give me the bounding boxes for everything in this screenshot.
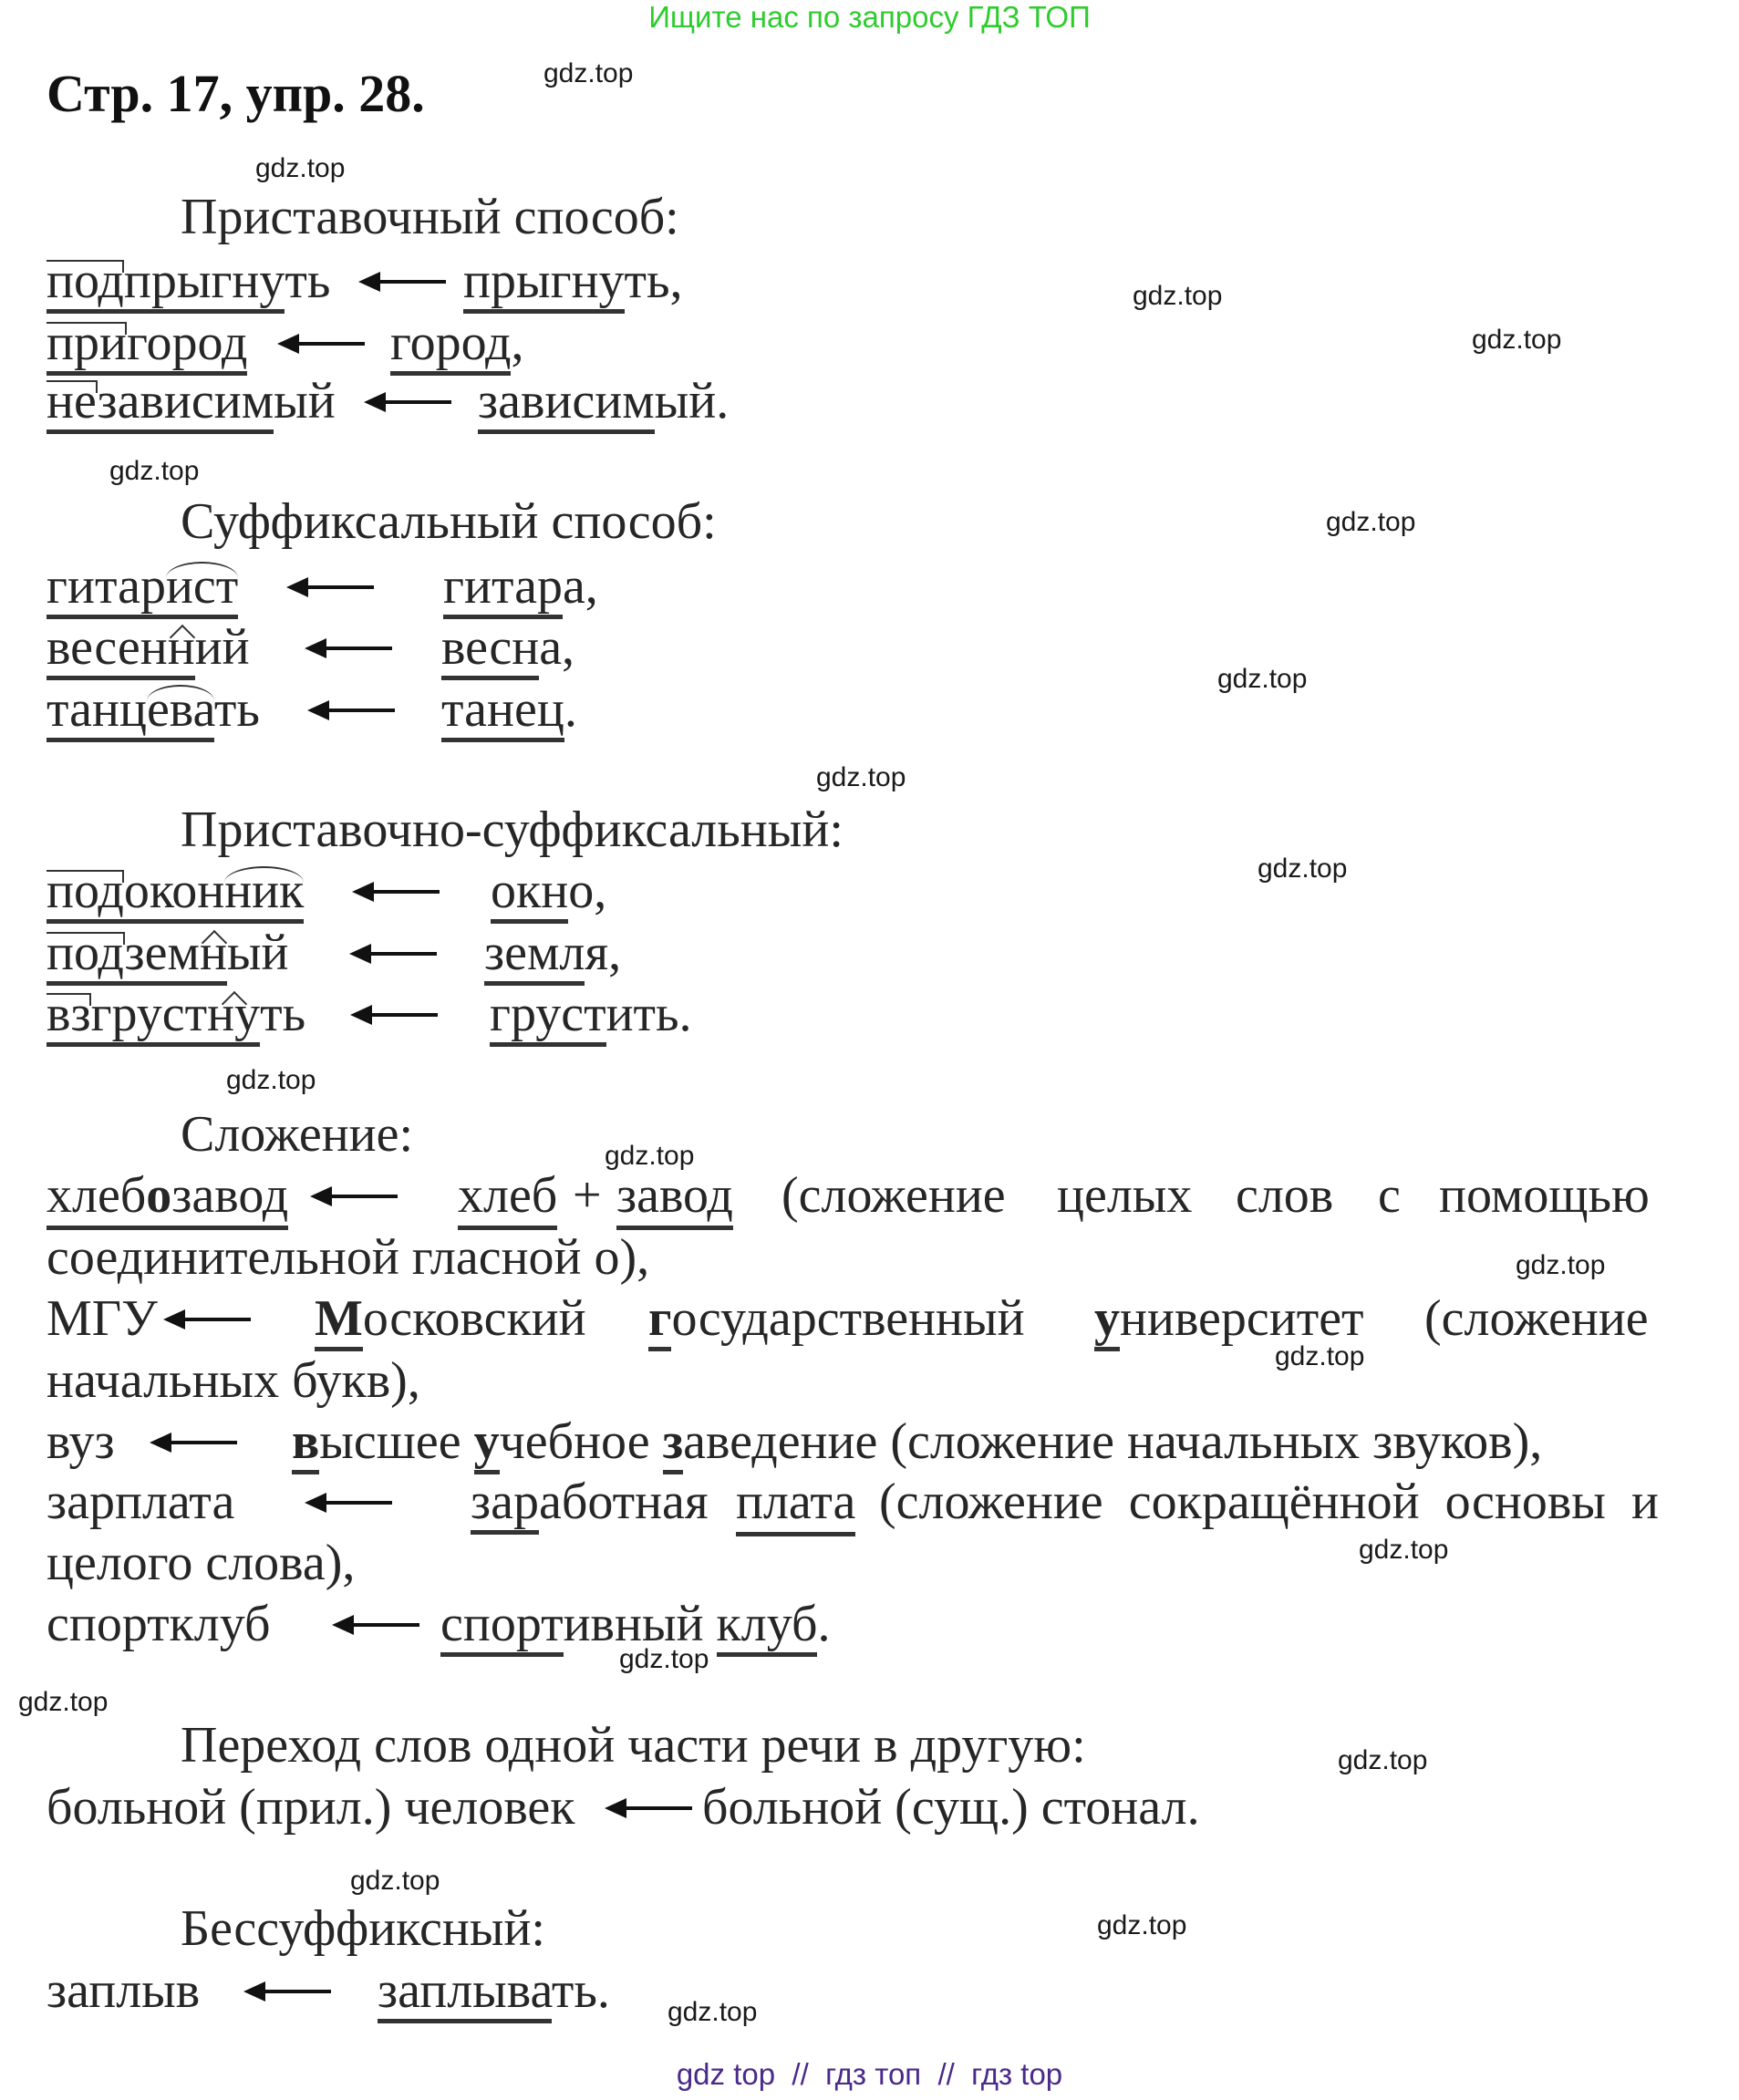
example-row [0, 1594, 1739, 1654]
left-arrow-icon [305, 1472, 392, 1532]
left-arrow-icon [305, 617, 392, 678]
derived-word: МГУ [47, 1290, 158, 1347]
base-part: земл [484, 925, 585, 986]
left-arrow-icon [286, 556, 374, 616]
example-row [0, 923, 1739, 983]
derived-word: спортклуб [47, 1596, 271, 1652]
root-part: зем [124, 925, 200, 981]
example-row [0, 556, 1739, 616]
note-text: соединительной гласной о), [47, 1229, 650, 1286]
note-word: слов [1236, 1167, 1334, 1224]
suffix-part: н [199, 925, 227, 981]
ending-part: ый [226, 925, 289, 981]
ending-part: ий [194, 619, 250, 676]
derived-word [47, 984, 305, 1044]
derived-word [47, 371, 336, 431]
note-word: (сложение [1424, 1290, 1649, 1347]
suffix-part: н [167, 619, 195, 676]
section-heading-compound [0, 1104, 1739, 1164]
derived-word: вуз [47, 1413, 115, 1470]
connecting-vowel: о [146, 1167, 172, 1224]
left-arrow-icon [349, 923, 437, 983]
ending-part: ть [260, 986, 306, 1042]
search-banner[interactable]: Ищите нас по запросу ГДЗ ТОП [648, 0, 1091, 34]
base-part: город [126, 315, 248, 371]
heading-text: Суффиксальный способ: [181, 493, 717, 550]
ending-part: я, [585, 925, 622, 981]
left-arrow-icon [307, 679, 395, 740]
example-row [0, 1472, 1739, 1532]
word-rest: ысшее [319, 1413, 474, 1470]
source-word [441, 679, 577, 740]
watermark: gdz.top [1472, 325, 1562, 355]
base-part: прыгну [123, 253, 285, 309]
watermark: gdz.top [605, 1141, 695, 1171]
note-text: начальных букв), [47, 1352, 420, 1409]
note-word: целых [1057, 1167, 1193, 1224]
ending-part: ый. [654, 373, 730, 429]
base-part: окн [491, 863, 568, 924]
watermark: gdz.top [255, 153, 346, 183]
suffix-part: ник [224, 863, 305, 919]
derived-word [47, 1165, 288, 1230]
source-word [484, 923, 621, 983]
plus-sign: + [573, 1167, 602, 1224]
initial-letter: М [315, 1290, 363, 1351]
left-arrow-icon [310, 1165, 398, 1226]
source-word [390, 313, 523, 373]
section-heading-nonsuffix [0, 1898, 1739, 1959]
left-arrow-icon [364, 371, 451, 431]
prefix-part: при [47, 315, 127, 371]
prefix-part: вз [47, 986, 91, 1042]
heading-text: Бессуффиксный: [181, 1900, 545, 1957]
suffix-part: ева [146, 681, 214, 738]
derived-word [47, 617, 250, 678]
source-word [478, 371, 729, 431]
prefix-part: под [47, 863, 124, 919]
watermark: gdz.top [1097, 1910, 1187, 1940]
derived-word [47, 313, 247, 373]
section-heading-prefix-suffix [0, 800, 1739, 860]
base-part: весн [441, 619, 539, 680]
base-part: город [390, 315, 511, 376]
initial-letter: у [1094, 1290, 1120, 1351]
watermark: gdz.top [668, 1997, 758, 2027]
left-arrow-icon [243, 1960, 331, 2021]
note-word: с [1378, 1167, 1401, 1224]
root-part: хлеб [47, 1167, 147, 1224]
prefix-part: под [47, 253, 124, 309]
derived-word: заплыв [47, 1962, 201, 2019]
base-part: прыгну [463, 253, 625, 314]
word-rest: аведение (сложение начальных звуков), [683, 1413, 1543, 1470]
source-word: клуб [717, 1596, 818, 1657]
left-arrow-icon [358, 251, 446, 311]
heading-text: Приставочный способ: [181, 189, 679, 245]
ending-part: ить. [606, 986, 692, 1042]
root-part: танц [47, 681, 147, 738]
word-rest: аботная [538, 1474, 709, 1530]
watermark: gdz.top [619, 1644, 709, 1674]
suffix-part: ист [165, 558, 239, 615]
ending-part: ть [213, 681, 260, 738]
text-line [0, 1227, 1739, 1288]
punct: , [511, 315, 524, 371]
suffix-part: ну [207, 986, 261, 1042]
source-word [441, 617, 574, 678]
source-word: хлеб [458, 1165, 557, 1230]
section-heading-conversion [0, 1715, 1739, 1775]
ending-part: ть. [551, 1962, 610, 2019]
watermark: gdz.top [1338, 1745, 1428, 1775]
root-part: окон [123, 863, 225, 919]
watermark: gdz.top [543, 58, 634, 88]
initial-letter: г [648, 1290, 671, 1351]
initial-letter: у [474, 1413, 500, 1474]
root-part: завод [171, 1167, 289, 1224]
ending-part: о, [568, 863, 607, 919]
example-row [0, 1165, 1739, 1226]
heading-text: Приставочно-суффиксальный: [181, 802, 844, 858]
source-word: завод [616, 1165, 733, 1230]
base-part: гитар [443, 558, 563, 619]
section-heading-prefix [0, 187, 1739, 247]
prefix-part: под [47, 925, 125, 981]
example-row [0, 617, 1739, 678]
derived-word [47, 251, 330, 311]
note-text: (сложение сокращённой основы и [879, 1474, 1659, 1530]
source-word [443, 556, 598, 616]
initial-letter: в [292, 1413, 319, 1474]
example-row [0, 679, 1739, 740]
truncated-stem: зар [471, 1474, 539, 1535]
derived-phrase: больной (прил.) человек [47, 1779, 575, 1836]
text-line [0, 1350, 1739, 1411]
example-row [0, 313, 1739, 373]
note-word: помощью [1439, 1167, 1650, 1224]
base-part: зависим [478, 373, 655, 434]
watermark: gdz.top [109, 456, 200, 486]
left-arrow-icon [332, 1594, 419, 1654]
left-arrow-icon [150, 1412, 237, 1472]
watermark: gdz.top [1133, 281, 1223, 311]
heading-text: Переход слов одной части речи в другую: [181, 1717, 1086, 1774]
word-rest: ниверситет [1120, 1290, 1364, 1347]
example-row [0, 984, 1739, 1044]
derived-word [47, 923, 289, 983]
ending-part: ый [274, 373, 336, 429]
watermark: gdz.top [1275, 1341, 1365, 1371]
left-arrow-icon [277, 313, 365, 373]
source-word [491, 861, 606, 921]
ending-part: а, [562, 558, 598, 615]
page-title: Стр. 17, упр. 28. [47, 64, 425, 123]
source-phrase [440, 1594, 830, 1654]
root-part: весен [47, 619, 168, 676]
base-part: танец [441, 681, 564, 742]
watermark: gdz.top [1217, 664, 1308, 694]
footer-links[interactable]: gdz top // гдз топ // гдз top [676, 2057, 1063, 2091]
base-part: заплыва [378, 1962, 552, 2023]
base-part: зависим [97, 373, 274, 429]
example-row [0, 371, 1739, 431]
punct: . [564, 681, 577, 738]
left-arrow-icon [352, 861, 440, 921]
left-arrow-icon [350, 984, 438, 1044]
derived-word [47, 861, 304, 921]
derived-word: зарплата [47, 1474, 235, 1530]
word-rest: осковский [362, 1290, 586, 1347]
watermark: gdz.top [816, 762, 906, 792]
base-part: груст [490, 986, 606, 1047]
word-rest: ивный [563, 1596, 704, 1652]
watermark: gdz.top [1326, 507, 1416, 537]
word-rest: осударственный [671, 1290, 1025, 1347]
watermark: gdz.top [1516, 1250, 1606, 1280]
source-word: плата [736, 1472, 855, 1536]
example-row [0, 1288, 1739, 1349]
ending-part: ть [285, 253, 331, 309]
source-word [463, 251, 683, 311]
ending-part: а, [539, 619, 575, 676]
watermark: gdz.top [226, 1065, 316, 1095]
example-row [0, 1412, 1739, 1472]
example-row [0, 1777, 1739, 1837]
source-word [490, 984, 692, 1044]
note-text: целого слова), [47, 1535, 356, 1591]
note-word: (сложение [782, 1167, 1006, 1224]
source-phrase: больной (сущ.) стонал. [702, 1779, 1200, 1836]
source-word [471, 1472, 709, 1532]
root-part: груст [90, 986, 208, 1042]
source-word [378, 1960, 610, 2021]
example-row [0, 251, 1739, 311]
watermark: gdz.top [350, 1866, 440, 1896]
root-part: гитар [47, 558, 166, 615]
watermark: gdz.top [1258, 853, 1348, 884]
source-word [315, 1288, 586, 1349]
punct: . [817, 1596, 831, 1652]
truncated-stem: спорт [440, 1596, 564, 1657]
derived-word [47, 556, 238, 616]
watermark: gdz.top [18, 1687, 109, 1717]
text-line [0, 1533, 1739, 1593]
example-row [0, 861, 1739, 921]
prefix-part: не [47, 373, 98, 429]
initial-letter: з [663, 1413, 684, 1474]
source-phrase [292, 1412, 1542, 1472]
ending-part: ть, [624, 253, 683, 309]
word-rest: чебное [499, 1413, 663, 1470]
left-arrow-icon [163, 1288, 251, 1349]
section-heading-suffix [0, 491, 1739, 552]
heading-text: Сложение: [181, 1106, 414, 1163]
source-word [1094, 1288, 1364, 1349]
example-row [0, 1960, 1739, 2021]
watermark: gdz.top [1359, 1535, 1449, 1565]
derived-word [47, 679, 260, 740]
left-arrow-icon [605, 1777, 692, 1837]
source-word [648, 1288, 1025, 1349]
